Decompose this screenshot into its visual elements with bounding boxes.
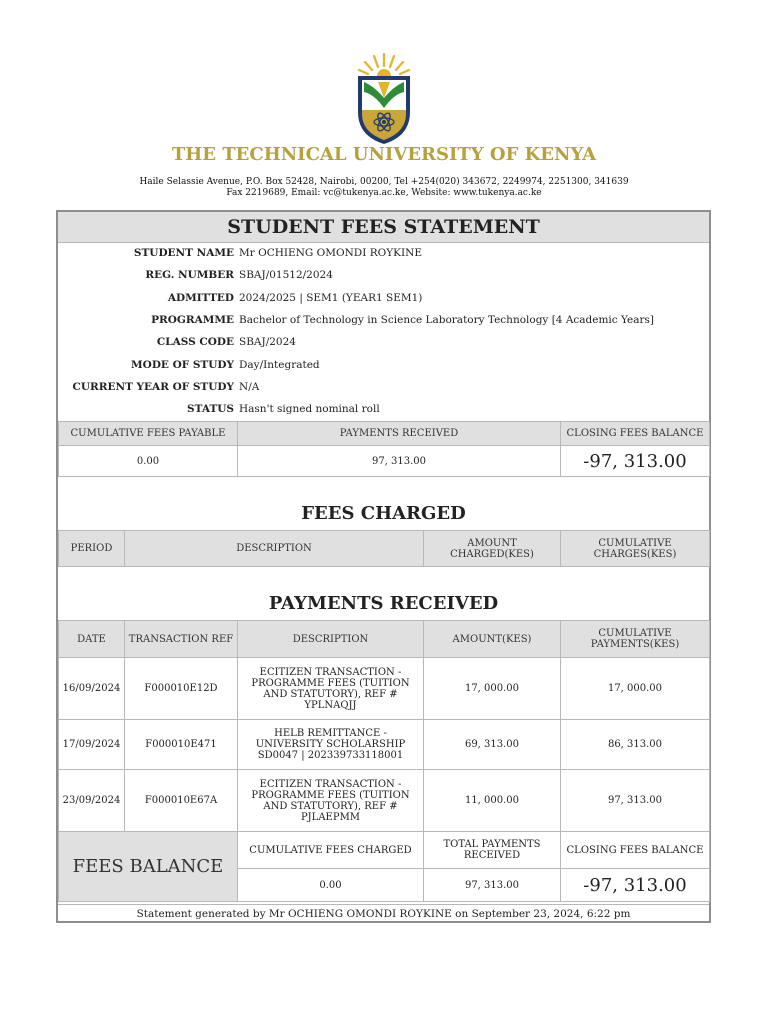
summary-header: CLOSING FEES BALANCE — [561, 422, 710, 446]
fees-charged-header: PERIOD — [59, 531, 125, 567]
payment-cumulative: 97, 313.00 — [561, 770, 710, 832]
payments-table — [58, 620, 710, 832]
statement-frame — [56, 210, 711, 923]
summary-table — [58, 421, 710, 477]
field-value: SBAJ/2024 — [239, 336, 296, 348]
closing-fees-balance-final: -97, 313.00 — [561, 869, 710, 902]
total-payments-received: 97, 313.00 — [424, 869, 561, 902]
summary-header: CUMULATIVE FEES PAYABLE — [59, 422, 238, 446]
cumulative-fees-charged: 0.00 — [238, 869, 424, 902]
field-status — [58, 403, 709, 423]
address-line-1: Haile Selassie Avenue, P.O. Box 52428, Nairobi, 00200, Tel +254(020) 343672, 2249974, 2251300, 341639 — [139, 177, 629, 187]
field-value: SBAJ/01512/2024 — [239, 269, 333, 281]
field-current-year — [58, 381, 709, 401]
statement-title-bar — [58, 212, 709, 243]
fees-balance-label: FEES BALANCE — [59, 832, 238, 902]
field-value: N/A — [239, 381, 260, 393]
summary-header: PAYMENTS RECEIVED — [238, 422, 561, 446]
payment-cumulative: 17, 000.00 — [561, 658, 710, 720]
field-value: Day/Integrated — [239, 359, 320, 371]
payments-received-total: 97, 313.00 — [238, 446, 561, 477]
payment-amount: 11, 000.00 — [424, 770, 561, 832]
payments-header: DESCRIPTION — [238, 621, 424, 658]
table-row — [59, 658, 710, 720]
payments-received-title: PAYMENTS RECEIVED — [268, 593, 499, 614]
field-value: Bachelor of Technology in Science Laboratory Technology [4 Academic Years] — [239, 314, 655, 326]
closing-fees-balance: -97, 313.00 — [561, 446, 710, 477]
payment-amount: 17, 000.00 — [424, 658, 561, 720]
field-class-code — [58, 336, 709, 356]
fees-balance-table — [58, 831, 710, 902]
payment-cumulative: 86, 313.00 — [561, 720, 710, 770]
field-label: STATUS — [187, 403, 234, 415]
payment-amount: 69, 313.00 — [424, 720, 561, 770]
statement-title: STUDENT FEES STATEMENT — [227, 216, 540, 238]
fees-charged-table — [58, 530, 710, 567]
payment-ref: F000010E12D — [125, 658, 238, 720]
address-line-2: Fax 2219689, Email: vc@tukenya.ac.ke, Website: www.tukenya.ac.ke — [226, 188, 542, 198]
field-label: PROGRAMME — [151, 314, 234, 326]
balance-header: CUMULATIVE FEES CHARGED — [238, 832, 424, 869]
field-label: CLASS CODE — [156, 336, 234, 348]
field-admitted — [58, 292, 709, 312]
field-label: MODE OF STUDY — [131, 359, 234, 371]
payment-description: HELB REMITTANCE - UNIVERSITY SCHOLARSHIP SD0047 | 202339733118001 — [238, 720, 424, 770]
payment-ref: F000010E67A — [125, 770, 238, 832]
balance-header: CLOSING FEES BALANCE — [561, 832, 710, 869]
field-label: ADMITTED — [167, 292, 234, 304]
fees-charged-header: CUMULATIVE CHARGES(KES) — [561, 531, 710, 567]
field-programme — [58, 314, 709, 334]
payments-header: TRANSACTION REF — [125, 621, 238, 658]
payments-header: AMOUNT(KES) — [424, 621, 561, 658]
university-crest-icon — [354, 52, 414, 146]
table-row — [59, 720, 710, 770]
field-label: CURRENT YEAR OF STUDY — [72, 381, 234, 393]
statement-footer: Statement generated by Mr OCHIENG OMONDI ROYKINE on September 23, 2024, 6:22 pm — [58, 904, 709, 924]
field-mode-of-study — [58, 359, 709, 379]
balance-header: TOTAL PAYMENTS RECEIVED — [424, 832, 561, 869]
fees-charged-title: FEES CHARGED — [301, 503, 466, 524]
fees-charged-header: DESCRIPTION — [125, 531, 424, 567]
payment-description: ECITIZEN TRANSACTION - PROGRAMME FEES (TUITION AND STATUTORY), REF # YPLNAQJJ — [238, 658, 424, 720]
table-row — [59, 770, 710, 832]
field-value: Hasn't signed nominal roll — [239, 403, 380, 415]
field-value: Mr OCHIENG OMONDI ROYKINE — [239, 247, 422, 259]
payment-date: 17/09/2024 — [59, 720, 125, 770]
field-label: REG. NUMBER — [145, 269, 234, 281]
payments-header: DATE — [59, 621, 125, 658]
payment-date: 23/09/2024 — [59, 770, 125, 832]
field-label: STUDENT NAME — [133, 247, 234, 259]
payment-ref: F000010E471 — [125, 720, 238, 770]
field-value: 2024/2025 | SEM1 (YEAR1 SEM1) — [239, 292, 423, 304]
university-name: THE TECHNICAL UNIVERSITY OF KENYA — [171, 144, 597, 165]
payment-description: ECITIZEN TRANSACTION - PROGRAMME FEES (TUITION AND STATUTORY), REF # PJLAEPMM — [238, 770, 424, 832]
fees-charged-header: AMOUNT CHARGED(KES) — [424, 531, 561, 567]
payment-date: 16/09/2024 — [59, 658, 125, 720]
field-student-name — [58, 247, 709, 267]
payments-header: CUMULATIVE PAYMENTS(KES) — [561, 621, 710, 658]
cumulative-fees-payable: 0.00 — [59, 446, 238, 477]
field-reg-number — [58, 269, 709, 289]
